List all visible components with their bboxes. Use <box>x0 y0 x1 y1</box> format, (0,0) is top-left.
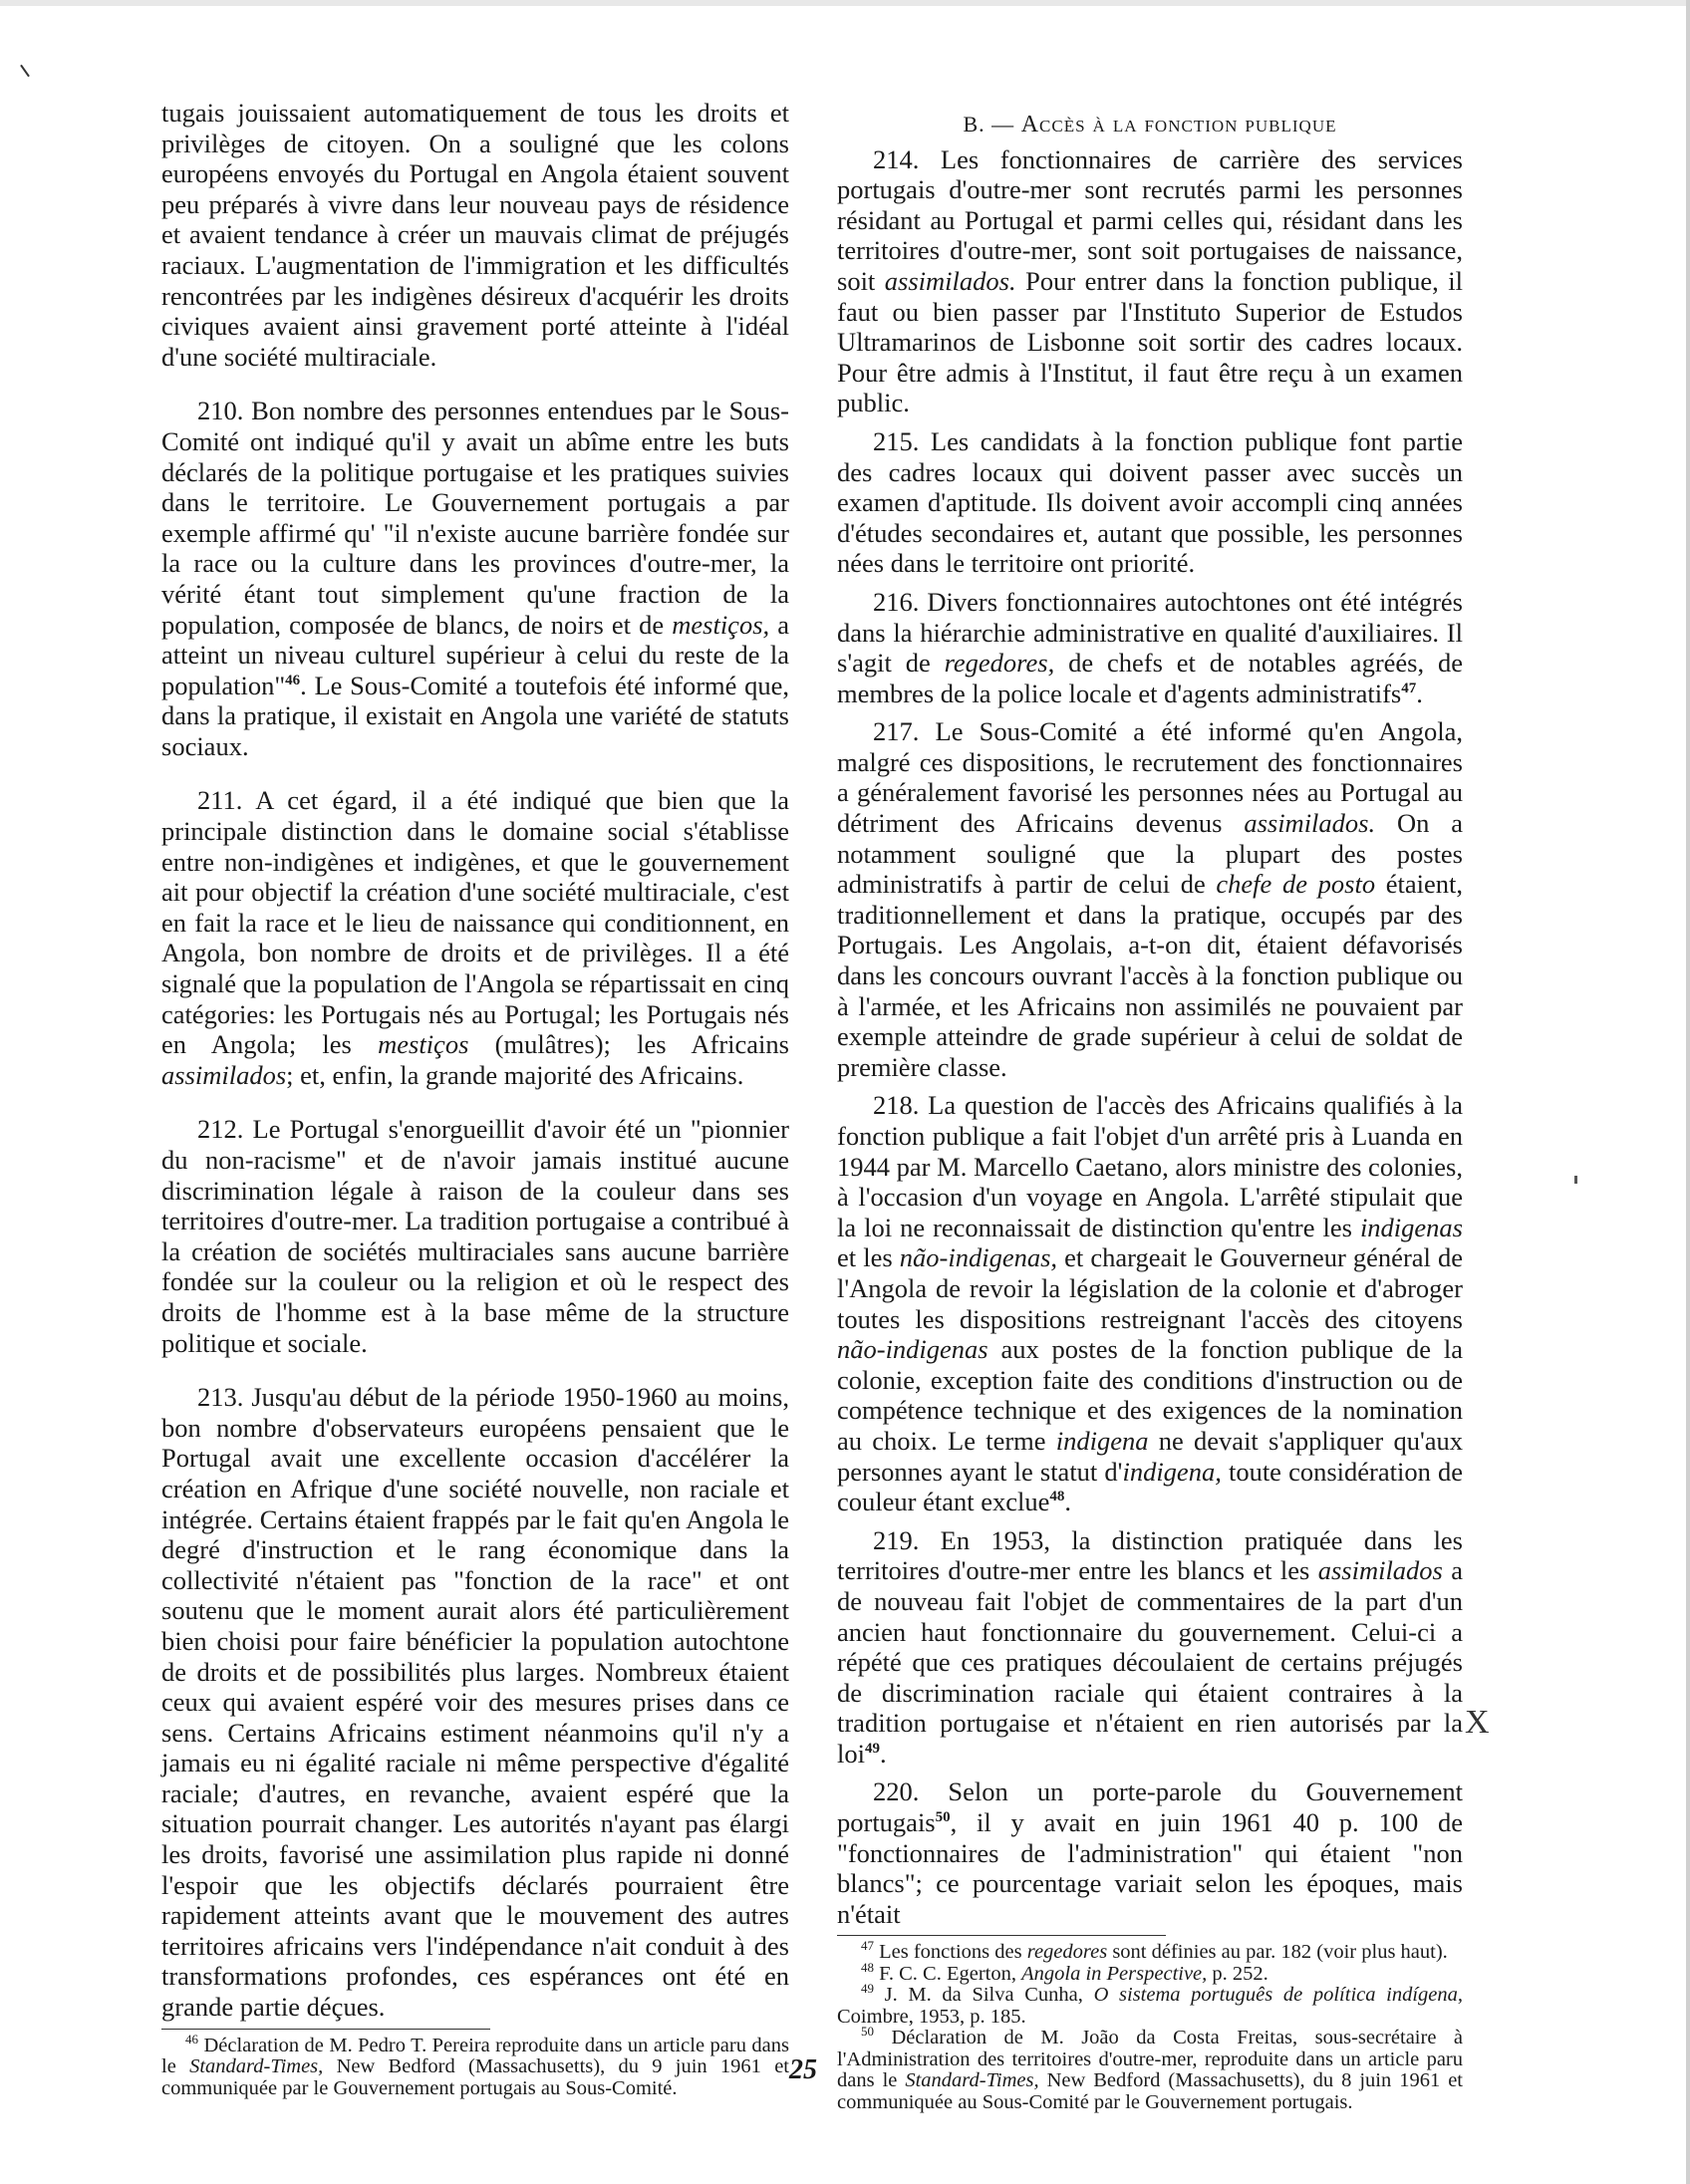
footnote-47 <box>837 1938 1463 1964</box>
paragraph-text: 215. Les candidats à la fonction publique font partie des cadres locaux qui doivent passer avec succès un examen d'aptitude. Ils doivent avoir accompli cinq années d'études secondaires et, autant que possible, les personnes nées dans le territoire ont priorité. <box>837 425 1463 579</box>
footnote-text: Déclaration de M. João da Costa Freitas, sous-secrétaire à l'Administration des territoires d'outre-mer, reproduite dans un article paru dans le <box>837 2027 1463 2092</box>
footnote-46 <box>161 2031 790 2100</box>
paragraph-text: 213. Jusqu'au début de la période 1950-1960 au moins, bon nombre d'observateurs européens pensaient que le Portugal avait une excellente occasion d'accélérer la création en Afrique d'une société nouvelle, non raciale et intégrée. Certains étaient frappés par le fait qu'en Angola le degré d'instruction et le rang économique dans la collectivité n'étaient pas "fonction de la race" et ont soutenu que le moment aurait alors été particulièrement bien choisi pour faire bénéficier la population autochtone de droits et de possibilités plus larges. Nombreux étaient ceux qui avaient espéré voir des mesures prises dans ce sens. Certains Africains estiment néanmoins qu'il n'y a jamais eu ni égalité raciale ni même perspective d'égalité raciale; d'autres, en revanche, avaient espéré que la situation pourrait changer. Les autorités n'ayant pas élargi les droits, favorisé une assimilation plus rapide ni donné l'espoir que les objectifs déclarés pourraient être rapidement atteints avant que le mouvement des autres territoires africains vers l'indépendance n'ait conduit à des transformations profondes, ces espérances ont été en grande partie déçues. <box>161 1382 789 2023</box>
footnote-divider <box>161 2029 490 2030</box>
paragraph-218 <box>837 1090 1463 1516</box>
paragraph-216 <box>837 587 1463 708</box>
emphasis-text: assimilados <box>1317 1555 1443 1586</box>
emphasis-text: não-indigenas <box>837 1334 988 1365</box>
emphasis-text: regedores <box>1026 1941 1108 1964</box>
paragraph-text: 212. Le Portugal s'enorgueillit d'avoir été un "pionnier du non-racisme" et de n'avoir jamais institué aucune discrimination légale à raison de la couleur dans ses territoires d'outre-mer. La tradition portugaise a contribué à la création de sociétés multiraciales sans aucune barrière fondée sur la couleur ou la religion et où le respect des droits de l'homme est à la base même de la structure politique et sociale. <box>161 1114 789 1358</box>
footnote-ref-50[interactable]: 50 <box>935 1809 951 1826</box>
footnote-ref-46[interactable]: 46 <box>285 672 301 688</box>
paragraph-continuation <box>161 98 789 372</box>
paragraph-text: . <box>1416 678 1423 708</box>
emphasis-text: regedores, <box>944 648 1055 679</box>
emphasis-text: Standard-Times, <box>905 2069 1039 2092</box>
paragraph-215 <box>837 426 1463 579</box>
page-right-edge <box>1686 0 1690 2184</box>
paragraph-text: étaient, traditionnellement et dans la pratique, occupés par des Portugais. Les Angolais, a-t-on dit, étaient défavorisés dans les concours ouvrant l'accès à la fonction publique ou à l'armée, et les Africains non assimilés ne pouvaient par exemple atteindre de grade supérieur à celui de soldat de première classe. <box>837 869 1463 1082</box>
emphasis-text: assimilados <box>161 1059 287 1090</box>
emphasis-text: O sistema português de política indígena, <box>1093 1984 1464 2007</box>
footnote-text: Coimbre, 1953, p. 185. <box>837 2005 1026 2028</box>
emphasis-text: Angola in Perspective, <box>1021 1962 1208 1985</box>
heading-text: Accès à la fonction publique <box>1020 112 1337 137</box>
paragraph-217 <box>837 716 1463 1082</box>
footnote-text: p. 252. <box>1207 1962 1268 1985</box>
paragraph-text: et chargeait le Gouverneur général de l'Angola de revoir la législation de la colonie et d'abroger toutes les dispositions restreignant l'accès des citoyens <box>837 1242 1464 1334</box>
paragraph-210 <box>161 396 789 761</box>
right-column <box>837 98 1463 2113</box>
heading-prefix: B. — <box>963 112 1021 136</box>
paragraph-text: ; et, enfin, la grande majorité des Africains. <box>286 1059 744 1090</box>
paragraph-219 <box>837 1525 1463 1770</box>
footnote-ref-47[interactable]: 47 <box>1401 680 1417 696</box>
footnote-text: New Bedford (Massachusetts), du 9 juin 1961 et communiquée par le Gouvernement portugais au Sous-Comité. <box>161 2055 790 2099</box>
paragraph-212 <box>161 1114 789 1358</box>
footnote-divider <box>837 1935 1166 1936</box>
margin-dot-mark <box>1574 1176 1577 1184</box>
paragraph-text: . Le Sous-Comité a toutefois été informé que, dans la pratique, il existait en Angola une variété de statuts sociaux. <box>161 670 789 761</box>
footnote-50 <box>837 2024 1464 2113</box>
paragraph-text: 210. Bon nombre des personnes entendues par le Sous-Comité ont indiqué qu'il y avait un abîme entre les buts déclarés de la politique portugaise et les pratiques suivies dans le territoire. Le Gouvernement portugais a par exemple affirmé qu' "il n'existe aucune barrière fondée sur la race ou la culture dans les provinces d'outre-mer, la vérité étant tout simplement qu'une fraction de la population, composée de blancs, de noirs et de <box>161 396 789 640</box>
paragraph-211 <box>161 785 789 1090</box>
footnote-text: Les fonctions des <box>874 1941 1027 1964</box>
emphasis-text: mestiços <box>378 1029 469 1060</box>
footnote-text: Déclaration de M. Pedro T. Pereira reproduite dans un article paru dans le <box>161 2034 789 2078</box>
paragraph-text: aux postes de la fonction publique de la colonie, exception faite des conditions d'instruction ou de compétence technique et des exigences de la nomination au choix. Le terme <box>837 1334 1463 1456</box>
page-top-edge <box>0 0 1690 6</box>
paragraph-text: 217. Le Sous-Comité a été informé qu'en Angola, malgré ces dispositions, le recrutement des fonctionnaires a généralement favorisé les personnes nées au Portugal au détriment des Africains devenus <box>837 716 1463 839</box>
paragraph-text: (mulâtres); les Africains <box>468 1029 789 1060</box>
footnotes-right <box>837 1938 1464 2113</box>
footnote-text: J. M. da Silva Cunha, <box>874 1984 1094 2007</box>
paragraph-text: , il y avait en juin 1961 40 p. 100 de "fonctionnaires de l'administration" qui étaient "non blancs"; ce pourcentage variait selon les époques, mais n'était <box>837 1807 1463 1929</box>
paragraph-220 <box>837 1776 1463 1929</box>
paragraph-214 <box>837 144 1463 418</box>
footnotes-left <box>161 2031 790 2100</box>
emphasis-text: chefe de posto <box>1216 869 1376 900</box>
paragraph-text: 211. A cet égard, il a été indiqué que bien que la principale distinction dans le domaine social s'établisse entre non-indigènes et indigènes, et que le gouvernement ait pour objectif la création d'une société multiraciale, c'est en fait la race et le lieu de naissance qui conditionnent, en Angola, bon nombre de droits et de privilèges. Il a été signalé que la population de l'Angola se répartissait en cinq catégories: les Portugais nés au Portugal; les Portugais nés en Angola; les <box>161 785 789 1060</box>
footnote-49 <box>837 1981 1464 2028</box>
paragraph-text: ne devait s'appliquer qu'aux personnes ayant le statut d' <box>837 1425 1463 1487</box>
paragraph-text: toute considération de couleur étant exclue <box>837 1456 1463 1517</box>
emphasis-text: Standard-Times, <box>189 2055 324 2078</box>
paragraph-text: 216. Divers fonctionnaires autochtones ont été intégrés dans la hiérarchie administrative en qualité d'auxiliaires. Il s'agit de <box>837 586 1463 679</box>
section-heading <box>837 110 1463 140</box>
footnote-text: F. C. C. Egerton, <box>874 1962 1022 1985</box>
paragraph-text: 214. Les fonctionnaires de carrière des services portugais d'outre-mer sont recrutés parmi les personnes résidant au Portugal et parmi celles qui, résidant dans les territoires d'outre-mer, sont soit portugaises de naissance, soit <box>837 143 1463 296</box>
paragraph-text: 218. La question de l'accès des Africains qualifiés à la fonction publique a fait l'objet d'un arrêté pris à Luanda en 1944 par M. Marcello Caetano, alors ministre des colonies, à l'occasion d'un voyage en Angola. L'arrêté stipulait que la loi ne reconnaissait de distinction qu'entre les <box>837 1090 1463 1242</box>
emphasis-text: indigena <box>1055 1425 1149 1456</box>
paragraph-text: et les <box>837 1242 900 1273</box>
paragraph-text: . <box>1064 1487 1071 1517</box>
paragraph-text: de chefs et de notables agréés, de membres de la police locale et d'agents administratifs <box>837 648 1463 708</box>
footnote-text: New Bedford (Massachusetts), du 8 juin 1961 et communiquée au Sous-Comité par le Gouvernement portugais. <box>837 2069 1464 2113</box>
emphasis-text: assimilados. <box>884 265 1016 296</box>
footnote-48 <box>837 1960 1463 1986</box>
corner-scan-mark <box>20 65 30 78</box>
margin-x-mark: X <box>1465 1704 1490 1741</box>
footnote-number: 46 <box>185 2031 198 2047</box>
emphasis-text: mestiços, <box>672 609 770 640</box>
emphasis-text: indigenas <box>1359 1212 1463 1242</box>
paragraph-213 <box>161 1382 789 2022</box>
footnote-text: sont définies au par. 182 (voir plus haut). <box>1107 1941 1448 1964</box>
footnote-number: 49 <box>861 1981 874 1997</box>
emphasis-text: não-indigenas, <box>899 1242 1058 1273</box>
footnote-ref-49[interactable]: 49 <box>864 1741 880 1758</box>
paragraph-text: 220. Selon un porte-parole du Gouvernement portugais <box>837 1776 1463 1838</box>
emphasis-text: indigena, <box>1122 1456 1222 1487</box>
footnote-ref-48[interactable]: 48 <box>1049 1489 1065 1505</box>
paragraph-text: On a notamment souligné que la plupart des postes administratifs à partir de celui de <box>837 808 1463 900</box>
paragraph-text: . <box>879 1738 887 1769</box>
emphasis-text: assimilados. <box>1244 808 1376 839</box>
paragraph-text: tugais jouissaient automatiquement de tous les droits et privilèges de citoyen. On a souligné que les colons européens envoyés du Portugal en Angola étaient souvent peu préparés à vivre dans leur nouveau pays de résidence et avaient tendance à créer un mauvais climat de préjugés raciaux. L'augmentation de l'immigration et les difficultés rencontrées par les indigènes désireux d'acquérir les droits civiques avaient ainsi gravement porté atteinte à l'idéal d'une société multiraciale. <box>161 98 789 372</box>
left-column <box>161 98 789 2099</box>
footnote-number: 48 <box>861 1960 874 1976</box>
paragraph-text: a de nouveau fait l'objet de commentaires de la part d'un ancien haut fonctionnaire du gouvernement. Celui-ci a répété que ces pratiques découlaient de certains préjugés de discrimination raciale qui étaient contraires à la tradition portugaise et n'étaient en rien autorisés par la loi <box>837 1555 1463 1769</box>
paragraph-text: Pour entrer dans la fonction publique, il faut ou bien passer par l'Instituto Superior de Estudos Ultramarinos de Lisbonne soit sortir des cadres locaux. Pour être admis à l'Institut, il faut être reçu à un examen public. <box>837 265 1463 418</box>
paragraph-text: 219. En 1953, la distinction pratiquée dans les territoires d'outre-mer entre les blancs et les <box>837 1524 1463 1586</box>
page-number: 25 <box>789 2054 817 2085</box>
paragraph-text: a atteint un niveau culturel supérieur à celui du reste de la population" <box>161 609 790 700</box>
footnote-number: 50 <box>861 2024 874 2040</box>
footnote-number: 47 <box>861 1938 874 1954</box>
